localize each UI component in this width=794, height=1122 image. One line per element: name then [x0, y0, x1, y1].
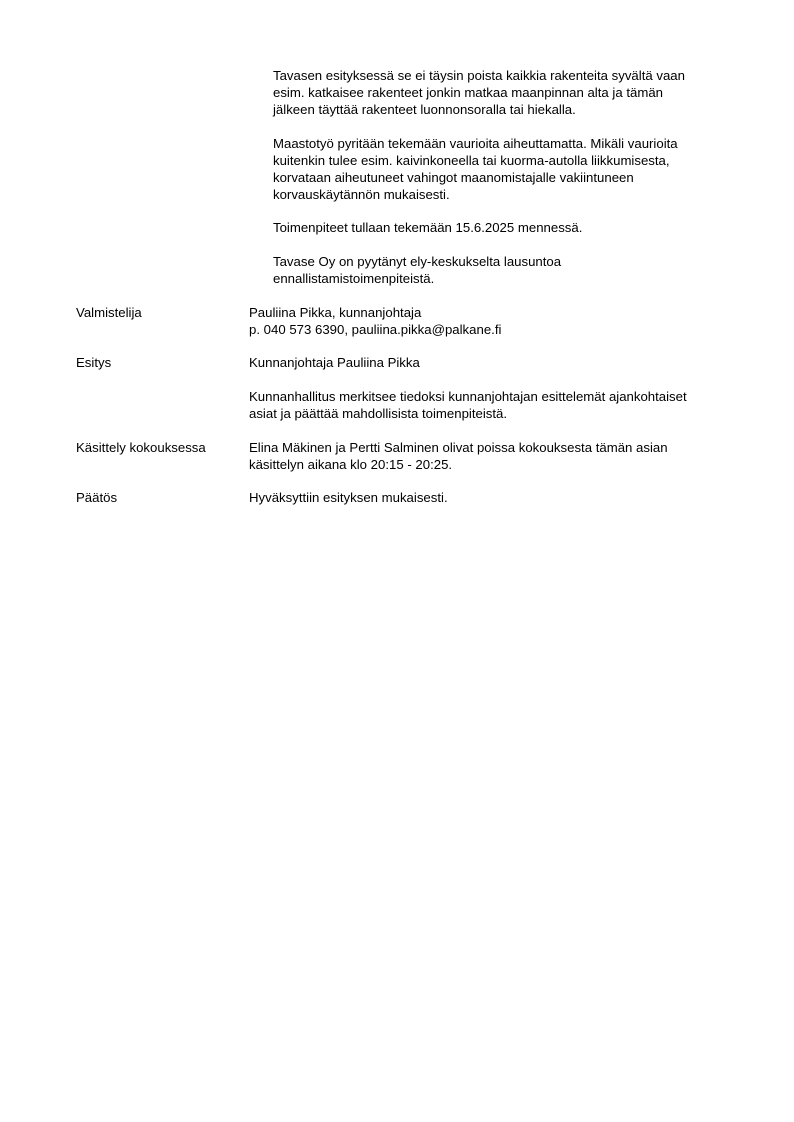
section-content — [249, 304, 749, 338]
presenter: Kunnanjohtaja Pauliina Pikka — [249, 355, 420, 370]
section-label: Esitys — [76, 355, 112, 370]
intro-paragraph-aikataulu — [273, 219, 743, 236]
decision-text: Hyväksyttiin esityksen mukaisesti. — [249, 490, 448, 505]
section-content — [249, 439, 749, 473]
section-label: Käsittely kokouksessa — [76, 440, 206, 455]
section-content — [249, 354, 749, 422]
handling-text: Elina Mäkinen ja Pertti Salminen olivat poissa kokouksesta tämän asian käsittelyn aikana klo 20:15 - 20:25. — [249, 440, 668, 472]
section-content — [249, 489, 749, 506]
intro-paragraph-ennallistaminen — [273, 67, 743, 118]
paragraph-text: Toimenpiteet tullaan tekemään 15.6.2025 mennessä. — [273, 220, 583, 235]
proposal-text: Kunnanhallitus merkitsee tiedoksi kunnanjohtajan esittelemät ajankohtaiset asiat ja päättää mahdollisista toimenpiteistä. — [249, 389, 687, 421]
section-label: Päätös — [76, 490, 118, 505]
intro-paragraph-lausunto — [273, 253, 743, 287]
intro-paragraph-maastotyo — [273, 135, 743, 203]
paragraph-text: Tavase Oy on pyytänyt ely-keskukselta lausuntoa ennallistamistoimenpiteistä. — [273, 254, 562, 286]
paragraph-text: Tavasen esityksessä se ei täysin poista kaikkia rakenteita syvältä vaan esim. katkaisee rakenteet jonkin matkaa maanpinnan alta ja tämän jälkeen täyttää rakenteet luonnonsoralla tai hiekalla. — [273, 68, 685, 117]
preparer-contact: Pauliina Pikka, kunnanjohtaja p. 040 573 6390, pauliina.pikka@palkane.fi — [249, 305, 502, 337]
paragraph-text: Maastotyö pyritään tekemään vaurioita aiheuttamatta. Mikäli vaurioita kuitenkin tulee esim. kaivinkoneella tai kuorma-autolla liikkumisesta, korvataan aiheutuneet vahingot maanomistajalle vakiintuneen korvauskäytännön mukaisesti. — [273, 136, 678, 202]
section-label: Valmistelija — [76, 305, 142, 320]
